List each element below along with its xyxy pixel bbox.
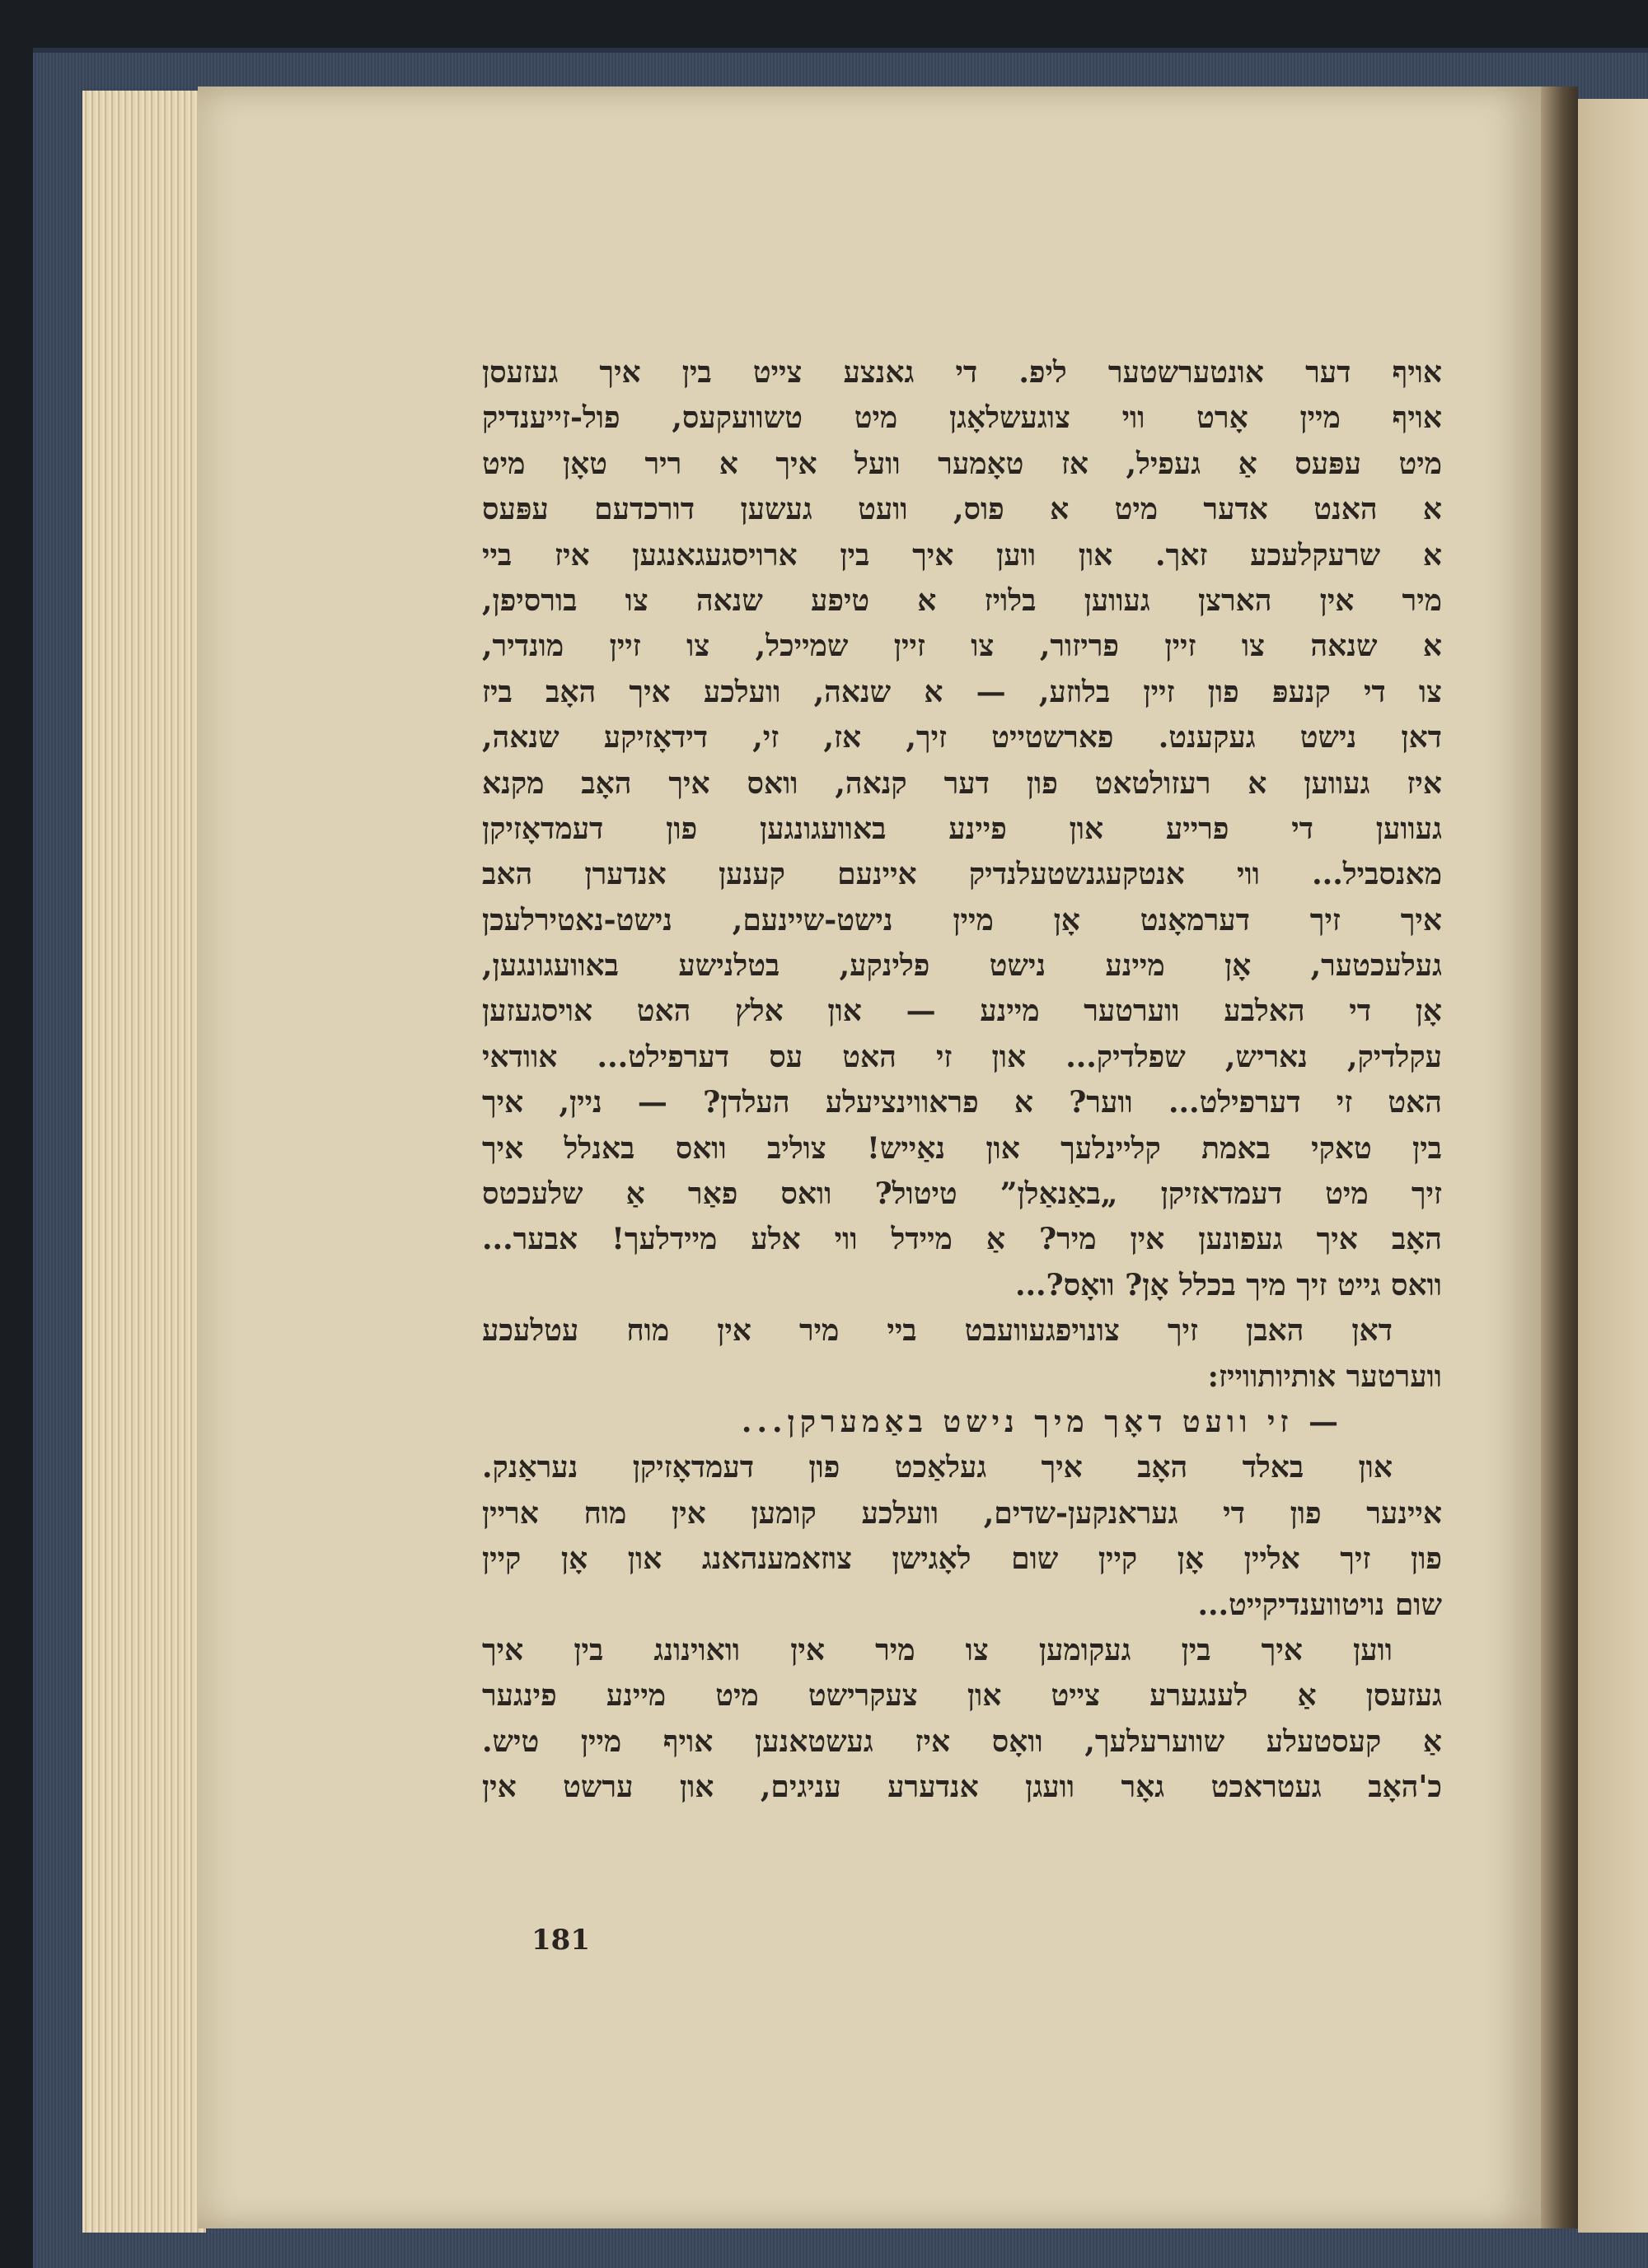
text-line: עקלדיק, נאריש, שפלדיק... און זי האט עס דערפילט... אוודאי <box>482 1039 1442 1074</box>
text-line: א שנאה צו זיין פריזור, צו זיין שמייכל, צו זיין מונדיר, <box>482 629 1442 664</box>
book-gutter <box>1541 87 1578 2228</box>
text-line: געווען די פרייע און פיינע באוועגונגען פון דעמדאָזיקן <box>482 811 1442 846</box>
text-line: האט זי דערפילט... ווער? א פראווינציעלע העלדן? — ניין, איך <box>482 1085 1442 1120</box>
text-line: דאן נישט געקענט. פארשטייט זיך, אז, זי, דידאָזיקע שנאה, <box>482 720 1442 755</box>
text-line: — זי וועט דאָך מיך נישט באַמערקן... <box>741 1404 1343 1439</box>
text-line: איז געווען א רעזולטאט פון דער קנאה, וואס איך האָב מקנא <box>482 765 1442 801</box>
text-line: געלעכטער, אָן מיינע נישט פלינקע, בטלנישע באוועגונגען, <box>482 948 1442 984</box>
text-line: האָב איך געפונען אין מיר? אַ מיידל ווי אלע מיידלעך! אבער... <box>482 1222 1442 1257</box>
text-line: וואס גייט זיך מיך בכלל אָן? וואָס?... <box>1014 1267 1442 1302</box>
text-line: בין טאקי באמת קליינלעך און נאַייש! צוליב וואס באנלל איך <box>482 1130 1442 1166</box>
text-line: איינער פון די געראנקען-שדים, וועלכע קומען אין מוח אריין <box>482 1495 1442 1531</box>
text-line: מיט עפּעס אַ געפיל, אז טאָמער וועל איך א ריר טאָן מיט <box>482 446 1442 481</box>
text-line: געזעסן אַ לענגערע צייט און צעקרישט מיט מיינע פינגער <box>482 1678 1442 1714</box>
page-number: 181 <box>531 1924 590 1957</box>
text-line: ווען איך בין געקומען צו מיר אין וואוינונג בין איך <box>482 1632 1393 1667</box>
text-line: פון זיך אליין אָן קיין שום לאָגישן צוזאמענהאנג און אָן קיין <box>482 1541 1442 1577</box>
text-line: צו די קנעפּ פון זיין בלוזע, — א שנאה, וועלכע איך האָב ביז <box>482 674 1442 709</box>
text-line: און באלד האָב איך געלאַכט פון דעמדאָזיקן נעראַנק. <box>482 1450 1393 1485</box>
text-line: אויף מיין אָרט ווי צוגעשלאָגן מיט טשוועקעס, פול-זייענדיק <box>482 400 1442 436</box>
facing-page <box>1578 99 1648 2233</box>
text-line: ווערטער אותיותווייז: <box>1207 1358 1442 1394</box>
text-line: אויף דער אונטערשטער ליפ. די גאנצע צייט בין איך געזעסן <box>482 355 1442 390</box>
text-line: אַ קעסטעלע שווערעלעך, וואָס איז געשטאנען אויף מיין טיש. <box>482 1723 1442 1759</box>
text-line: מאנסביל... ווי אנטקעגנשטעלנדיק איינעם קענען אנדערן האב <box>482 857 1442 892</box>
text-line: איך זיך דערמאָנט אָן מיין נישט-שיינעם, נישט-נאטירלעכן <box>482 902 1442 938</box>
text-line: מיר אין הארצן געווען בלויז א טיפע שנאה צו בורסיפן, <box>482 582 1442 618</box>
text-line: שום נויטווענדיקייט... <box>1197 1587 1442 1622</box>
text-line: כ'האָב געטראכט גאָר וועגן אנדערע עניגים, און ערשט אין <box>482 1770 1442 1805</box>
page-edges <box>82 91 206 2233</box>
text-line: דאן האבן זיך צונויפגעוועבט ביי מיר אין מוח עטלעכע <box>482 1313 1393 1349</box>
text-line: אָן די האלבע ווערטער מיינע — און אלץ האט אויסגעזען <box>482 994 1442 1029</box>
text-line: א האנט אדער מיט א פוס, וועט געשען דורכדעם עפּעס <box>482 492 1442 527</box>
page-text <box>482 350 1442 1998</box>
text-line: א שרעקלעכע זאך. און ווען איך בין ארויסגעגאנגען איז ביי <box>482 537 1442 573</box>
text-line: זיך מיט דעמדאזיקן „באַנאַלן” טיטול? וואס פאַר אַ שלעכטס <box>482 1176 1442 1212</box>
